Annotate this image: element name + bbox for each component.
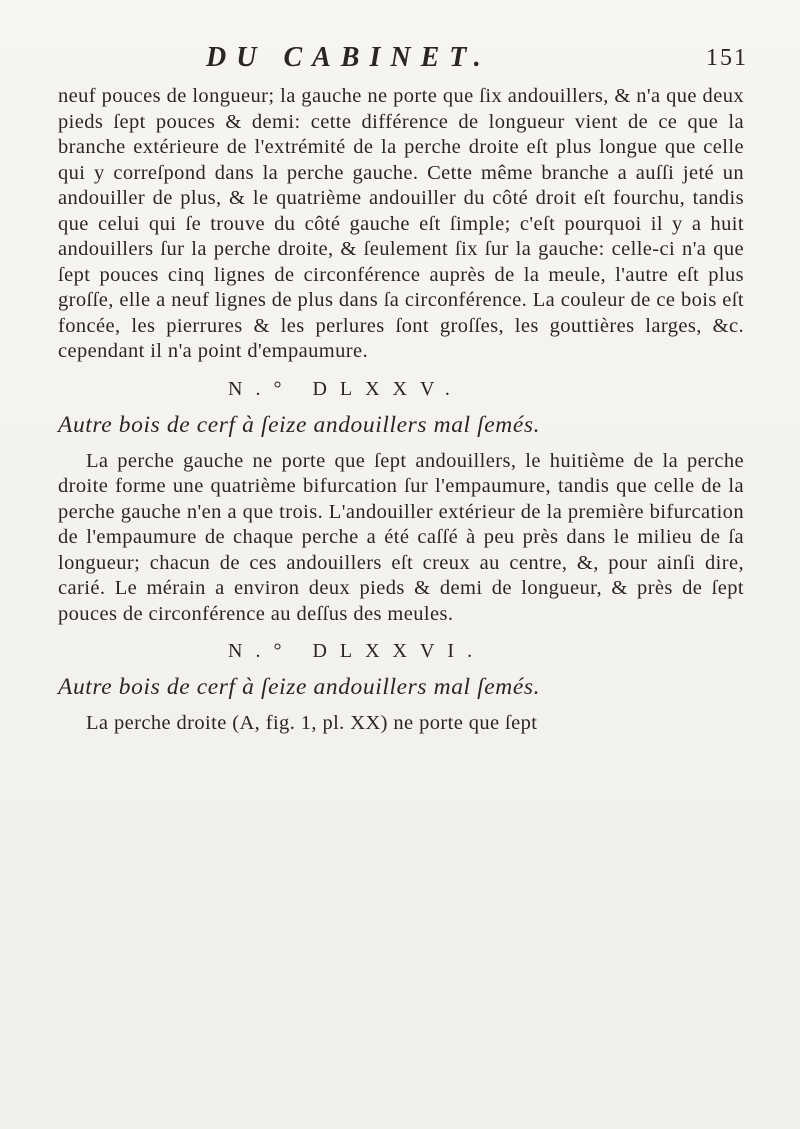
paragraph-entry-576: La perche droite (A, fig. 1, pl. XX) ne porte que ſept [86,712,538,734]
entry-heading-576: Autre bois de cerf à ſeize andouillers mal ſemés. [58,674,541,700]
paragraph-continuation: neuf pouces de longueur; la gauche ne porte que ſix andouillers, & n'a que deux pieds ſept pouces & demi: cette différence de longueur vient de ce que la branche extérieure de l'extrémité de la perche droite eſt plus longue que celle qui y correſpond dans la perche gauche. Cette même branche a auſſi jeté un andouiller de plus, & le quatrième andouiller du côté droit eſt fourchu, tandis que celui qui ſe trouve du côté gauche eſt ſimple; c'eſt pourquoi il y a huit andouillers ſur la perche droite, & ſeulement ſix ſur la gauche: celle-ci n'a que ſept pouces cinq lignes de circonférence auprès de la meule, l'autre eſt plus groſſe, elle a neuf lignes de plus dans ſa circonférence. La couleur de ce bois eſt foncée, les pierrures & les perlures ſont groſſes, les gouttières larges, &c. cependant il n'a point d'empaumure. [58,85,744,362]
entry-number-576: N.° DLXXVI. [228,640,486,662]
paragraph-entry-575: La perche gauche ne porte que ſept andouillers, le huitième de la perche droite forme une quatrième bifurcation ſur l'empaumure, tandis que celle de la perche gauche n'en a que trois. L'andouiller extérieur de la première bifurcation de l'empaumure de chaque perche a été caſſé à peu près dans le milieu de ſa longueur; chacun de ces andouillers eſt creux au centre, &, pour ainſi dire, carié. Le mérain a environ deux pieds & demi de longueur, & près de ſept pouces de circonférence au deſſus des meules. [58,449,744,625]
running-title: DU CABINET. [206,42,491,73]
entry-heading-575: Autre bois de cerf à ſeize andouillers mal ſemés. [58,411,541,438]
running-head [60,42,748,82]
entry-number-575: N.° DLXXV. [228,377,463,400]
page-number: 151 [706,45,748,71]
body-text [58,84,744,737]
